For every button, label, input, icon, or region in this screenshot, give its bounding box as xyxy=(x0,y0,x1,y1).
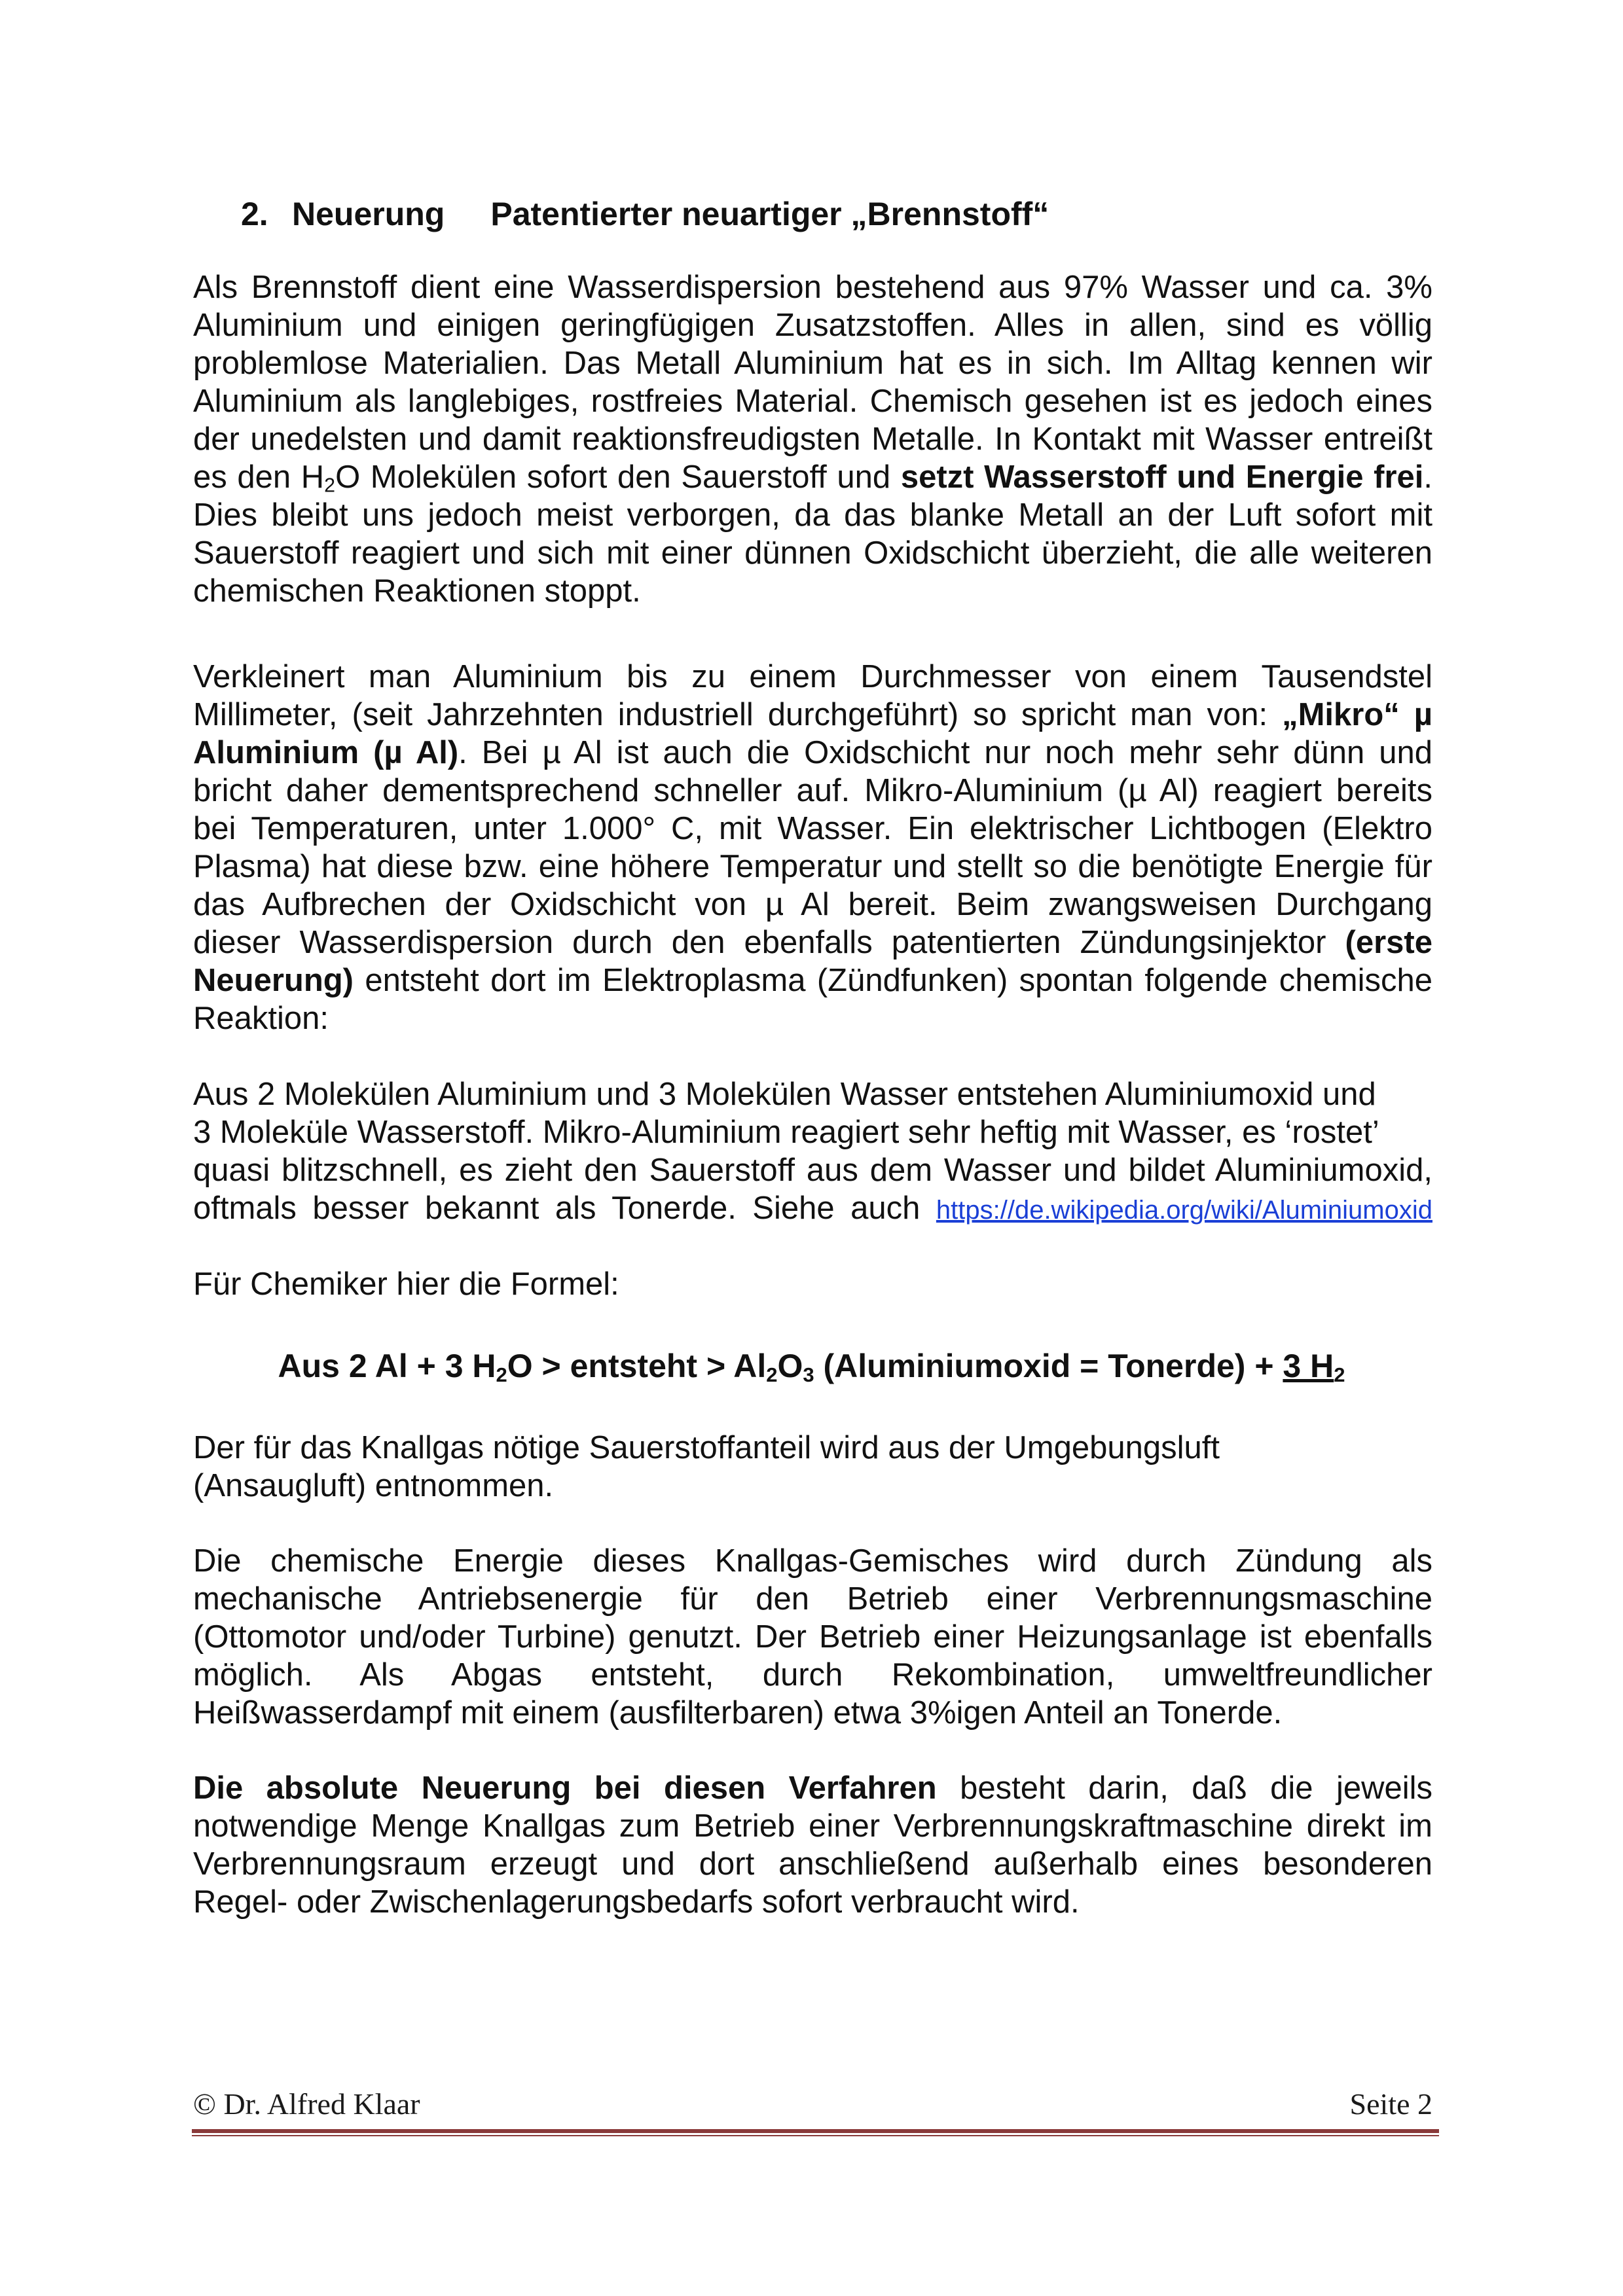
text-line: Aluminium als langlebiges, rostfreies Material. Chemisch gesehen ist es jedoch eines xyxy=(193,384,1432,419)
paragraph-reaction xyxy=(193,1075,1432,1229)
text-line: Sauerstoff reagiert und sich mit einer dünnen Oxidschicht überzieht, die alle weiteren xyxy=(193,535,1432,571)
text-line: möglich. Als Abgas entsteht, durch Rekombination, umweltfreundlicher xyxy=(193,1657,1432,1693)
wikipedia-link[interactable]: https://de.wikipedia.org/wiki/Aluminiumoxid xyxy=(936,1196,1432,1225)
text-line: (Ottomotor und/oder Turbine) genutzt. Der Betrieb einer Heizungsanlage ist ebenfalls xyxy=(193,1619,1432,1655)
text-line: Reaktion: xyxy=(193,1001,329,1036)
text-line: Aluminium (µ Al). Bei µ Al ist auch die Oxidschicht nur noch mehr sehr dünn und xyxy=(193,735,1433,770)
text-line: dieser Wasserdispersion durch den ebenfalls patentierten Zündungsinjektor (erste xyxy=(193,925,1432,960)
paragraph-micro-aluminium xyxy=(193,658,1432,1037)
section-number: 2. xyxy=(241,196,268,232)
text-line: das Aufbrechen der Oxidschicht von µ Al bereit. Beim zwangsweisen Durchgang xyxy=(193,887,1432,922)
text-line: Dies bleibt uns jedoch meist verborgen, da das blanke Metall an der Luft sofort mit xyxy=(193,497,1432,533)
bold-phrase: Die absolute Neuerung bei diesen Verfahren xyxy=(193,1770,937,1806)
text-line: problemlose Materialien. Das Metall Aluminium hat es in sich. Im Alltag kennen wir xyxy=(193,346,1432,381)
text-line: Regel- oder Zwischenlagerungsbedarfs sofort verbraucht wird. xyxy=(193,1884,1080,1920)
formula-product-underlined: 3 $H_2$ xyxy=(1283,1348,1345,1386)
text-line: bei Temperaturen, unter 1.000° C, mit Wasser. Ein elektrischer Lichtbogen (Elektro xyxy=(193,811,1432,846)
text-line: Aus 2 Molekülen Aluminium und 3 Molekülen Wasser entstehen Aluminiumoxid und xyxy=(193,1077,1376,1112)
bold-phrase: Aluminium (µ Al) xyxy=(193,735,459,770)
text-line: bricht daher dementsprechend schneller auf. Mikro-Aluminium (µ Al) reagiert bereits xyxy=(193,773,1432,808)
text-line: Die absolute Neuerung bei diesen Verfahren besteht darin, daß die jeweils xyxy=(193,1770,1432,1806)
bold-phrase: „Mikro“ µ xyxy=(1282,697,1432,732)
section-heading xyxy=(241,195,1049,233)
text-line: 3 Moleküle Wasserstoff. Mikro-Aluminium reagiert sehr heftig mit Wasser, es ‘rostet’ xyxy=(193,1115,1379,1150)
text-line: oftmals besser bekannt als Tonerde. Siehe auch https://de.wikipedia.org/wiki/Aluminiumoxid xyxy=(193,1191,1432,1226)
text-line: der unedelsten und damit reaktionsfreudigsten Metalle. In Kontakt mit Wasser entreißt xyxy=(193,422,1432,457)
text-line: notwendige Menge Knallgas zum Betrieb einer Verbrennungskraftmaschine direkt im xyxy=(193,1808,1432,1844)
text-line: Für Chemiker hier die Formel: xyxy=(193,1266,619,1302)
text-line: Als Brennstoff dient eine Wasserdispersion bestehend aus 97% Wasser und ca. 3% xyxy=(193,270,1432,305)
text-line: Neuerung) entsteht dort im Elektroplasma (Zündfunken) spontan folgende chemische xyxy=(193,963,1432,998)
text-line: Der für das Knallgas nötige Sauerstoffanteil wird aus der Umgebungsluft xyxy=(193,1430,1220,1465)
text-line: Die chemische Energie dieses Knallgas-Gemisches wird durch Zündung als xyxy=(193,1543,1432,1579)
bold-phrase: Neuerung) xyxy=(193,963,354,998)
footer-page-number: Seite 2 xyxy=(1349,2087,1432,2121)
text-line: mechanische Antriebsenergie für den Betrieb einer Verbrennungsmaschine xyxy=(193,1581,1432,1617)
section-title: Patentierter neuartiger „Brennstoff“ xyxy=(490,196,1049,232)
section-label: Neuerung xyxy=(292,196,445,232)
text-line: es den $H_2O$ Molekülen sofort den Sauerstoff und setzt Wasserstoff und Energie frei. xyxy=(193,459,1432,497)
bold-phrase: setzt Wasserstoff und Energie frei xyxy=(900,459,1424,495)
text-line: Aluminium und einigen geringfügigen Zusatzstoffen. Alles in allen, sind es völlig xyxy=(193,308,1432,343)
paragraph-energy-use xyxy=(193,1542,1432,1732)
text-line: Heißwasserdampf mit einem (ausfilterbaren) etwa 3%igen Anteil an Tonerde. xyxy=(193,1695,1283,1731)
footer-copyright: © Dr. Alfred Klaar xyxy=(193,2087,420,2121)
text-line: chemischen Reaktionen stoppt. xyxy=(193,573,641,609)
paragraph-formula-intro xyxy=(193,1265,1432,1303)
text-line: Plasma) hat diese bzw. eine höhere Temperatur und stellt so die benötigte Energie für xyxy=(193,849,1432,884)
paragraph-absolute-novelty xyxy=(193,1769,1432,1921)
text-line: quasi blitzschnell, es zieht den Sauerstoff aus dem Wasser und bildet Aluminiumoxid, xyxy=(193,1153,1432,1188)
text-line: (Ansaugluft) entnommen. xyxy=(193,1468,554,1503)
paragraph-fuel-intro xyxy=(193,268,1432,610)
paragraph-oxygen-source xyxy=(193,1429,1432,1505)
text-line: Verbrennungsraum erzeugt und dort anschließend außerhalb eines besonderen xyxy=(193,1846,1432,1882)
chemical-formula: Aus 2 Al + 3 $H_2O$ > entsteht > $Al_2O_3$ (Aluminiumoxid = Tonerde) + 3 $H_2$ xyxy=(278,1348,1345,1386)
footer-rule xyxy=(192,2129,1439,2137)
text-line: Millimeter, (seit Jahrzehnten industriell durchgeführt) so spricht man von: „Mikro“ µ xyxy=(193,697,1432,732)
bold-phrase: (erste xyxy=(1345,925,1432,960)
text-line: Verkleinert man Aluminium bis zu einem Durchmesser von einem Tausendstel xyxy=(193,659,1432,694)
